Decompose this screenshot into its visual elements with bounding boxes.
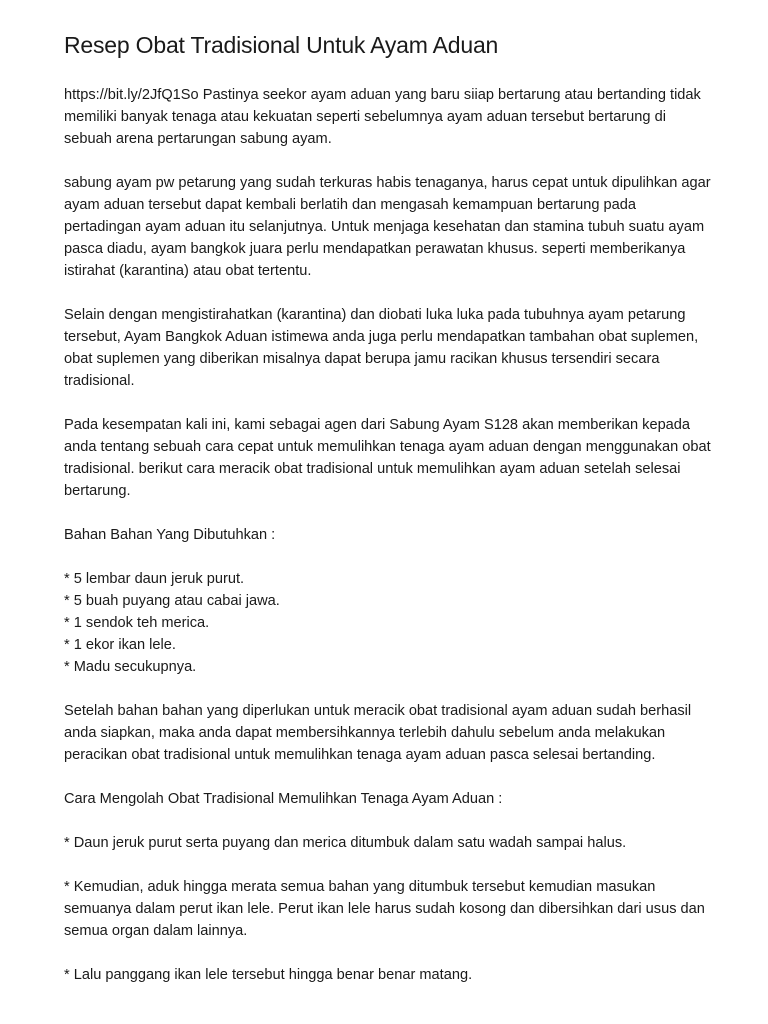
step-item: * Daun jeruk purut serta puyang dan merica ditumbuk dalam satu wadah sampai halus. bbox=[64, 835, 627, 851]
paragraph-recovery: sabung ayam pw petarung yang sudah terkuras habis tenaganya, harus cepat untuk dipulihkan agar ayam aduan tersebut dapat kembali berlatih dan mengasah kemampuan bertarung pada pertadingan ayam aduan itu selanjutnya. Untuk menjaga kesehatan dan stamina tubuh suatu ayam pasca diadu, ayam bangkok juara perlu mendapatkan perawatan khusus. seperti memberikanya istirahat (karantina) atau obat tertentu. bbox=[64, 175, 711, 279]
ingredients-list bbox=[64, 568, 714, 678]
ingredient-item: * 5 lembar daun jeruk purut. bbox=[64, 571, 245, 587]
ingredient-item: * 1 ekor ikan lele. bbox=[64, 637, 176, 653]
steps-heading: Cara Mengolah Obat Tradisional Memulihkan Tenaga Ayam Aduan : bbox=[64, 791, 503, 807]
paragraph-intro: https://bit.ly/2JfQ1So Pastinya seekor ayam aduan yang baru siiap bertarung atau bertanding tidak memiliki banyak tenaga atau kekuatan seperti sebelumnya ayam aduan tersebut bertarung di sebuah arena pertarungan sabung ayam. bbox=[64, 87, 701, 147]
paragraph-supplement: Selain dengan mengistirahatkan (karantina) dan diobati luka luka pada tubuhnya ayam petarung tersebut, Ayam Bangkok Aduan istimewa anda juga perlu mendapatkan tambahan obat suplemen, obat suplemen yang diberikan misalnya dapat berupa jamu racikan khusus tersendiri secara tradisional. bbox=[64, 307, 699, 389]
document-title: Resep Obat Tradisional Untuk Ayam Aduan bbox=[64, 32, 499, 58]
step-item: * Kemudian, aduk hingga merata semua bahan yang ditumbuk tersebut kemudian masukan semuanya dalam perut ikan lele. Perut ikan lele harus sudah kosong dan dibersihkan dari usus dan semua organ dalam lainnya. bbox=[64, 879, 705, 939]
document-page bbox=[64, 30, 714, 1008]
ingredient-item: * 1 sendok teh merica. bbox=[64, 615, 210, 631]
ingredient-item: * 5 buah puyang atau cabai jawa. bbox=[64, 593, 280, 609]
step-item: * Lalu panggang ikan lele tersebut hingga benar benar matang. bbox=[64, 967, 473, 983]
paragraph-occasion: Pada kesempatan kali ini, kami sebagai agen dari Sabung Ayam S128 akan memberikan kepada anda tentang sebuah cara cepat untuk memulihkan tenaga ayam aduan dengan menggunakan obat tradisional. berikut cara meracik obat tradisional untuk memulihkan ayam aduan setelah selesai bertarung. bbox=[64, 417, 711, 499]
ingredient-item: * Madu secukupnya. bbox=[64, 659, 197, 675]
paragraph-preparation: Setelah bahan bahan yang diperlukan untuk meracik obat tradisional ayam aduan sudah berhasil anda siapkan, maka anda dapat membersihkannya terlebih dahulu sebelum anda melakukan peracikan obat tradisional untuk memulihkan tenaga ayam aduan pasca selesai bertanding. bbox=[64, 703, 692, 763]
ingredients-heading: Bahan Bahan Yang Dibutuhkan : bbox=[64, 527, 276, 543]
